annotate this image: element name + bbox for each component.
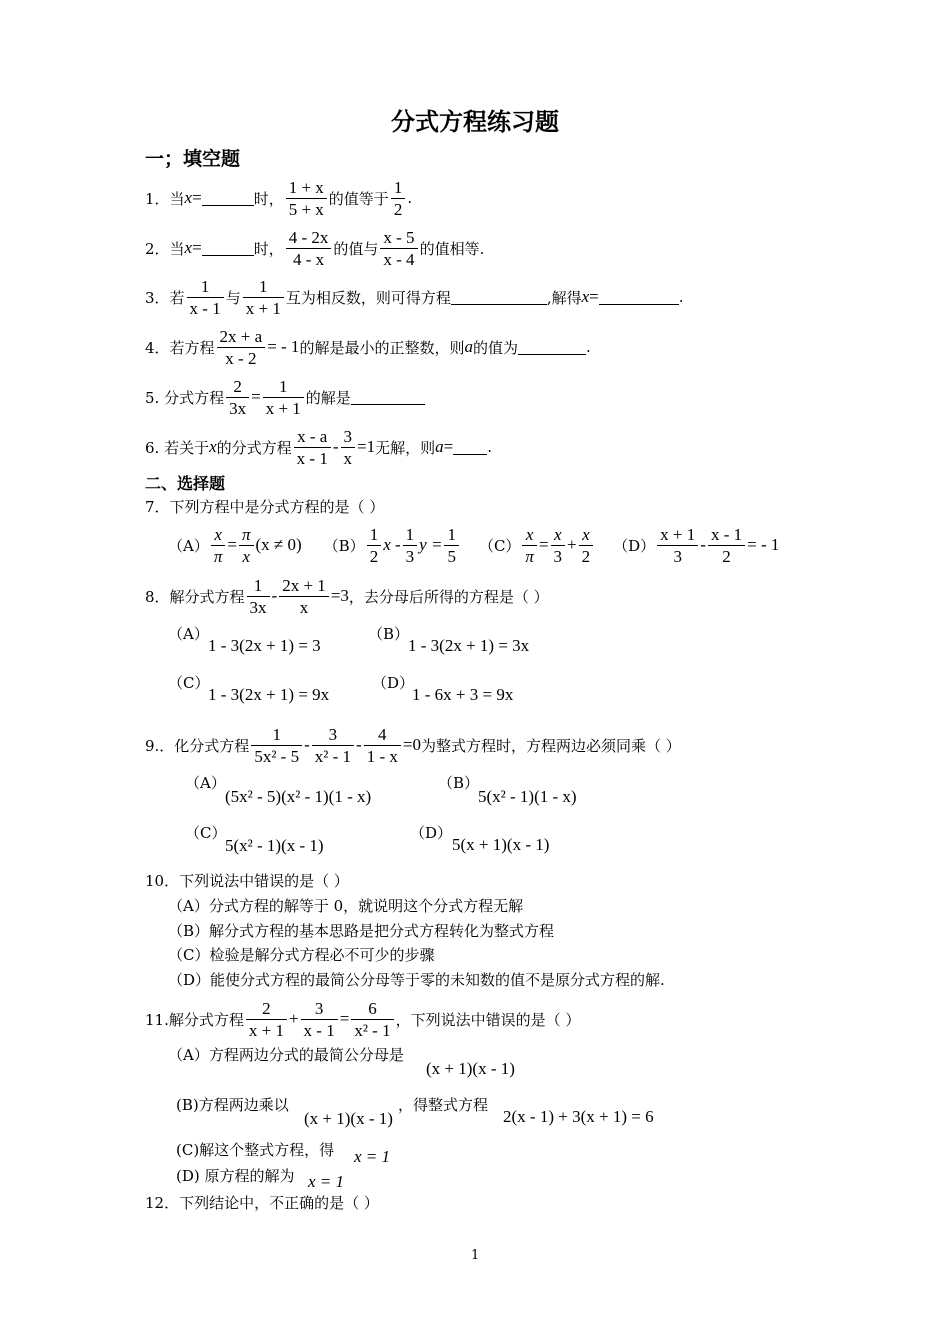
fraction — [367, 524, 382, 567]
q3-text: ,解得 — [546, 288, 582, 307]
denominator: 5x² - 5 — [254, 746, 300, 766]
page-number: 1 — [471, 1248, 480, 1263]
op: - — [700, 535, 706, 554]
q11-text: 11.解分式方程 — [145, 1010, 244, 1029]
op: + — [567, 535, 577, 554]
q10-option-d[interactable]: （D）能使分式方程的最简公分母等于零的未知数的值不是原分式方程的解. — [168, 971, 665, 989]
q9-text: 9.．化分式方程 — [145, 736, 250, 755]
q11-option-b-equation: 2(x - 1) + 3(x + 1) = 6 — [503, 1107, 654, 1126]
fraction — [294, 426, 331, 469]
question-7-stem: 7．下列方程中是分式方程的是（ ） — [145, 498, 385, 516]
q8-text: 8．解分式方程 — [145, 587, 245, 606]
fraction — [657, 524, 698, 567]
numerator: 1 — [272, 724, 281, 744]
q6-text: 无解，则 — [375, 438, 436, 457]
denominator: π — [213, 546, 223, 566]
eq: = — [339, 1009, 350, 1028]
question-9 — [145, 719, 681, 771]
q1-text: . — [407, 189, 413, 207]
q11-option-d-expr: x = 1 — [308, 1172, 345, 1191]
section-fill-in: 一；填空题 — [145, 148, 241, 170]
op: - — [271, 586, 278, 605]
op: + — [288, 1009, 299, 1028]
q6-text: 的分式方程 — [216, 438, 292, 457]
q9-option-b-label[interactable]: （B） — [438, 774, 480, 792]
numerator: 3 — [328, 724, 338, 744]
term: x - — [383, 535, 401, 554]
eq: = — [538, 535, 549, 554]
fraction — [444, 524, 459, 567]
fraction — [551, 524, 566, 567]
fraction — [351, 998, 393, 1041]
fraction — [391, 177, 406, 220]
q3-eq: = — [589, 287, 599, 306]
q4-eq: = - 1 — [267, 337, 300, 356]
question-10-stem: 10．下列说法中错误的是（ ） — [145, 872, 349, 890]
eq: =0 — [402, 735, 421, 754]
denominator: x — [299, 597, 309, 617]
fraction — [286, 177, 327, 220]
numerator: 3 — [314, 998, 324, 1018]
numerator: 1 — [278, 376, 288, 396]
numerator: 1 — [259, 276, 268, 296]
denominator: 2 — [369, 546, 379, 566]
numerator: 4 - 2x — [288, 227, 329, 247]
section-choice: 二、选择题 — [145, 474, 226, 493]
fraction — [312, 724, 354, 767]
question-3 — [145, 271, 684, 323]
q9-option-c-label[interactable]: （C） — [185, 824, 227, 842]
fraction — [263, 376, 304, 419]
fraction — [301, 998, 338, 1041]
fraction — [341, 426, 356, 469]
q8-option-d: 1 - 6x + 3 = 9x — [412, 685, 514, 704]
answer-blank[interactable] — [518, 340, 586, 355]
q2-text: 的值与 — [333, 239, 379, 258]
q4-text: 的值为 — [472, 338, 518, 357]
fraction — [522, 524, 537, 567]
q11-option-b-text: ，得整式方程 — [398, 1096, 489, 1114]
denominator: 3x — [249, 597, 267, 617]
q11-text: ，下列说法中错误的是（ ） — [395, 1010, 581, 1029]
numerator: x — [582, 524, 590, 544]
numerator: x - a — [297, 426, 328, 446]
q4-var: a — [464, 337, 473, 356]
denominator: 2 — [722, 546, 731, 566]
denominator: x + 1 — [248, 1020, 284, 1040]
numerator: 1 — [405, 524, 415, 544]
question-5 — [145, 371, 425, 423]
fraction — [380, 227, 417, 270]
question-2 — [145, 222, 484, 274]
q11-option-c-label[interactable]: (C)解这个整式方程，得 — [176, 1141, 335, 1159]
q9-text: 为整式方程时，方程两边必须同乘（ ） — [420, 736, 681, 755]
q8-option-a: 1 - 3(2x + 1) = 3 — [208, 636, 321, 655]
eq: =3 — [330, 586, 349, 605]
fraction — [403, 524, 418, 567]
question-6 — [145, 421, 492, 473]
q3-text: 互为相反数，则可得方程 — [285, 288, 451, 307]
option-label[interactable]: （C） — [478, 536, 521, 555]
fraction — [247, 575, 270, 618]
numerator: 1 + x — [288, 177, 324, 197]
q1-text: 的值等于 — [328, 189, 389, 208]
q9-option-a-label[interactable]: （A） — [185, 774, 226, 792]
option-label[interactable]: （A） — [168, 536, 209, 555]
q8-option-c-label[interactable]: （C） — [168, 674, 210, 692]
fraction — [243, 276, 284, 319]
q11-option-b-label[interactable]: (B)方程两边乘以 — [176, 1096, 289, 1114]
denominator: x - 4 — [383, 249, 415, 269]
numerator: x — [554, 524, 562, 544]
denominator: 2 — [393, 199, 403, 219]
q8-option-a-label[interactable]: （A） — [168, 625, 209, 643]
answer-blank[interactable] — [453, 440, 487, 455]
q5-eq: = — [251, 387, 261, 406]
q4-text: 4．若方程 — [145, 338, 215, 357]
q5-text: 5. 分式方程 — [145, 388, 225, 407]
q2-var: x — [184, 238, 193, 257]
numerator: 4 — [378, 724, 387, 744]
q10-option-b[interactable]: （B）解分式方程的基本思路是把分式方程转化为整式方程 — [168, 922, 555, 940]
denominator: x - 2 — [225, 348, 257, 368]
numerator: x — [525, 524, 534, 544]
q6-text: 6. 若关于 — [145, 438, 210, 457]
page-title: 分式方程练习题 — [391, 107, 559, 136]
q11-option-d-label[interactable]: (D) 原方程的解为 — [176, 1167, 295, 1185]
q6-eq: =1 — [357, 437, 376, 456]
q10-option-a[interactable]: （A）分式方程的解等于 0，就说明这个分式方程无解 — [168, 897, 524, 915]
denominator: 5 + x — [288, 199, 324, 219]
numerator: 2x + 1 — [282, 575, 326, 595]
denominator: 5 — [447, 546, 456, 566]
denominator: 4 - x — [292, 249, 325, 269]
denominator: x² - 1 — [314, 746, 352, 766]
eq: = — [227, 535, 237, 554]
numerator: 1 — [253, 575, 263, 595]
question-1 — [145, 172, 412, 224]
eq: = - 1 — [747, 535, 780, 554]
q8-option-c: 1 - 3(2x + 1) = 9x — [208, 685, 330, 704]
q9-option-a: (5x² - 5)(x² - 1)(1 - x) — [225, 787, 372, 806]
fraction — [217, 326, 266, 369]
denominator: x + 1 — [245, 298, 281, 318]
numerator: 2 — [262, 998, 271, 1018]
denominator: x - 1 — [189, 298, 221, 318]
denominator: x - 1 — [303, 1020, 335, 1040]
fraction — [579, 524, 594, 567]
q1-var: x — [184, 188, 193, 207]
q4-text: 的解是最小的正整数，则 — [299, 338, 465, 357]
answer-blank[interactable] — [351, 390, 425, 405]
numerator: 3 — [343, 426, 352, 446]
denominator: x — [242, 546, 250, 566]
numerator: 1 — [393, 177, 403, 197]
q3-text: 与 — [225, 288, 241, 307]
q2-text: 2．当 — [145, 239, 185, 258]
q4-text: . — [585, 338, 591, 356]
q3-text: 3．若 — [145, 288, 185, 307]
answer-blank[interactable] — [202, 191, 254, 206]
denominator: x - 1 — [296, 448, 328, 468]
answer-blank[interactable] — [451, 290, 547, 305]
q2-text: 的值相等. — [419, 239, 485, 258]
fraction — [364, 724, 401, 767]
term: y = — [419, 535, 443, 554]
q9-option-d-label[interactable]: （D） — [410, 824, 453, 842]
fraction — [187, 276, 224, 319]
question-12-stem: 12．下列结论中，不正确的是（ ） — [145, 1194, 379, 1212]
q9-option-d: 5(x + 1)(x - 1) — [452, 835, 550, 854]
q9-option-b: 5(x² - 1)(1 - x) — [478, 787, 577, 806]
fraction — [279, 575, 329, 618]
denominator: 3 — [553, 546, 563, 566]
q1-text: 1．当 — [145, 189, 185, 208]
q3-var: x — [581, 287, 590, 306]
fraction — [286, 227, 332, 270]
denominator: π — [525, 546, 534, 566]
fraction — [226, 376, 249, 419]
q6-op: - — [332, 437, 339, 456]
q6-var: x — [209, 437, 217, 456]
op: - — [304, 735, 310, 754]
numerator: x — [214, 524, 222, 544]
fraction — [708, 524, 745, 567]
numerator: 2 — [233, 376, 242, 396]
denominator: 3 — [673, 546, 682, 566]
q6-eq: = — [443, 437, 454, 456]
q11-option-b-expr: (x + 1)(x - 1) — [304, 1109, 393, 1128]
q9-option-c: 5(x² - 1)(x - 1) — [225, 836, 324, 855]
denominator: x + 1 — [265, 398, 301, 418]
q2-text: 时， — [253, 239, 284, 258]
question-7-options — [168, 519, 779, 571]
denominator: x — [343, 448, 352, 468]
op: - — [356, 735, 362, 754]
q10-option-c[interactable]: （C）检验是解分式方程必不可少的步骤 — [168, 946, 435, 964]
q6-text: . — [487, 438, 492, 456]
option-label[interactable]: （D） — [613, 536, 656, 555]
q2-eq: = — [192, 238, 202, 257]
q11-option-c-expr: x = 1 — [354, 1147, 391, 1166]
numerator: 1 — [200, 276, 210, 296]
q3-text: . — [678, 288, 684, 306]
question-11 — [145, 993, 580, 1045]
q8-option-b-label[interactable]: （B） — [368, 625, 410, 643]
answer-blank[interactable] — [599, 290, 679, 305]
numerator: x + 1 — [660, 524, 696, 544]
q6-var: a — [435, 437, 444, 456]
q11-option-a-label[interactable]: （A）方程两边分式的最简公分母是 — [168, 1046, 404, 1064]
numerator: x - 5 — [383, 227, 415, 247]
fraction — [211, 524, 226, 567]
question-8 — [145, 570, 549, 622]
numerator: 6 — [368, 998, 377, 1018]
denominator: 2 — [581, 546, 591, 566]
answer-blank[interactable] — [202, 241, 254, 256]
option-label[interactable]: （B） — [323, 536, 365, 555]
fraction — [246, 998, 287, 1041]
q8-text: ，去分母后所得的方程是（ ） — [348, 587, 549, 606]
q8-option-b: 1 - 3(2x + 1) = 3x — [408, 636, 530, 655]
denominator: 3 — [405, 546, 415, 566]
fraction — [239, 524, 254, 567]
numerator: π — [241, 524, 251, 544]
condition: (x ≠ 0) — [255, 535, 302, 554]
numerator: 2x + a — [219, 326, 263, 346]
denominator: 3x — [229, 398, 247, 418]
numerator: 1 — [447, 524, 456, 544]
q11-option-a-expr: (x + 1)(x - 1) — [426, 1059, 515, 1078]
denominator: 1 - x — [366, 746, 398, 766]
q8-option-d-label[interactable]: （D） — [372, 674, 415, 692]
denominator: x² - 1 — [354, 1020, 391, 1040]
numerator: 1 — [369, 524, 379, 544]
q1-text: 时， — [253, 189, 284, 208]
q5-text: 的解是 — [305, 388, 351, 407]
question-4 — [145, 321, 591, 373]
fraction — [251, 724, 302, 767]
q1-eq: = — [192, 188, 202, 207]
numerator: x - 1 — [710, 524, 743, 544]
